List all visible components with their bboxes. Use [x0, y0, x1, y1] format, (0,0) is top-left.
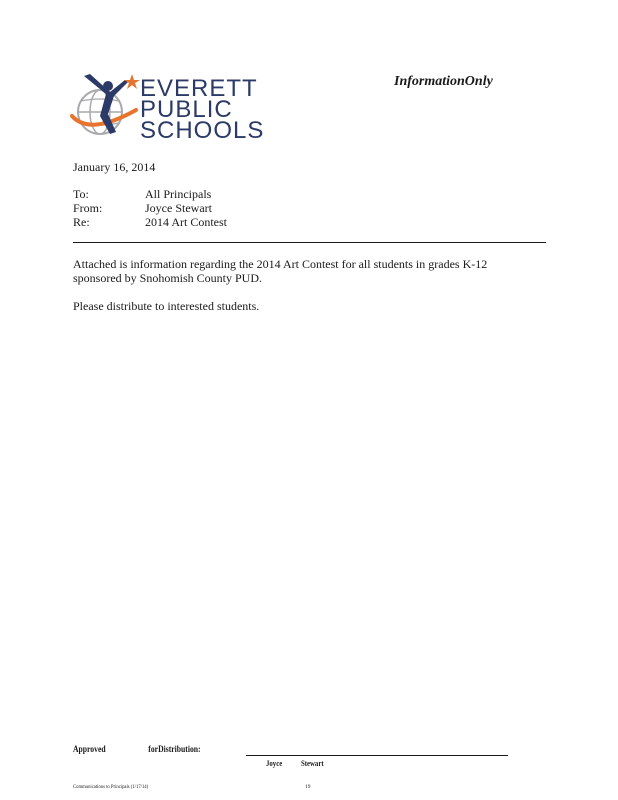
logo-line-3: SCHOOLS: [140, 117, 265, 144]
footer-document-label: Communications to Principals (1/17/14): [73, 784, 149, 790]
memo-date: January 16, 2014: [73, 160, 156, 174]
information-only-label: InformationOnly: [394, 74, 493, 89]
approved-text: Approved: [73, 744, 106, 754]
footer-page-number: 19: [305, 784, 311, 790]
school-logo: [70, 72, 265, 148]
body-paragraph-1-line-1: Attached is information regarding the 2014 Art Contest for all students in grades K-12: [73, 257, 488, 271]
signer-name: [266, 759, 324, 768]
signer-last-name: Stewart: [300, 759, 324, 768]
signer-first-name: Joyce: [266, 759, 283, 768]
logo-wordmark: [140, 75, 265, 144]
header-divider: [73, 242, 546, 243]
memo-to-row: [73, 187, 227, 201]
approval-label: [73, 744, 201, 754]
memo-from-value: Joyce Stewart: [145, 201, 212, 215]
body-paragraph-1: [73, 257, 543, 285]
for-distribution-text: forDistribution:: [148, 744, 201, 754]
memo-header: [73, 187, 227, 229]
logo-line-2: PUBLIC: [140, 96, 233, 123]
memo-to-label: To:: [73, 187, 89, 201]
logo-emblem-icon: [70, 72, 140, 148]
logo-line-1: EVERETT: [140, 75, 258, 102]
memo-from-label: From:: [73, 201, 103, 215]
memo-re-label: Re:: [73, 215, 90, 229]
memo-body: [73, 257, 543, 327]
signature-line: [246, 755, 508, 756]
body-paragraph-1-line-2: sponsored by Snohomish County PUD.: [73, 271, 263, 285]
memo-from-row: [73, 201, 227, 215]
memo-to-value: All Principals: [145, 187, 212, 201]
memo-re-value: 2014 Art Contest: [145, 215, 228, 229]
memo-re-row: [73, 215, 227, 229]
body-paragraph-2: Please distribute to interested students.: [73, 299, 260, 313]
